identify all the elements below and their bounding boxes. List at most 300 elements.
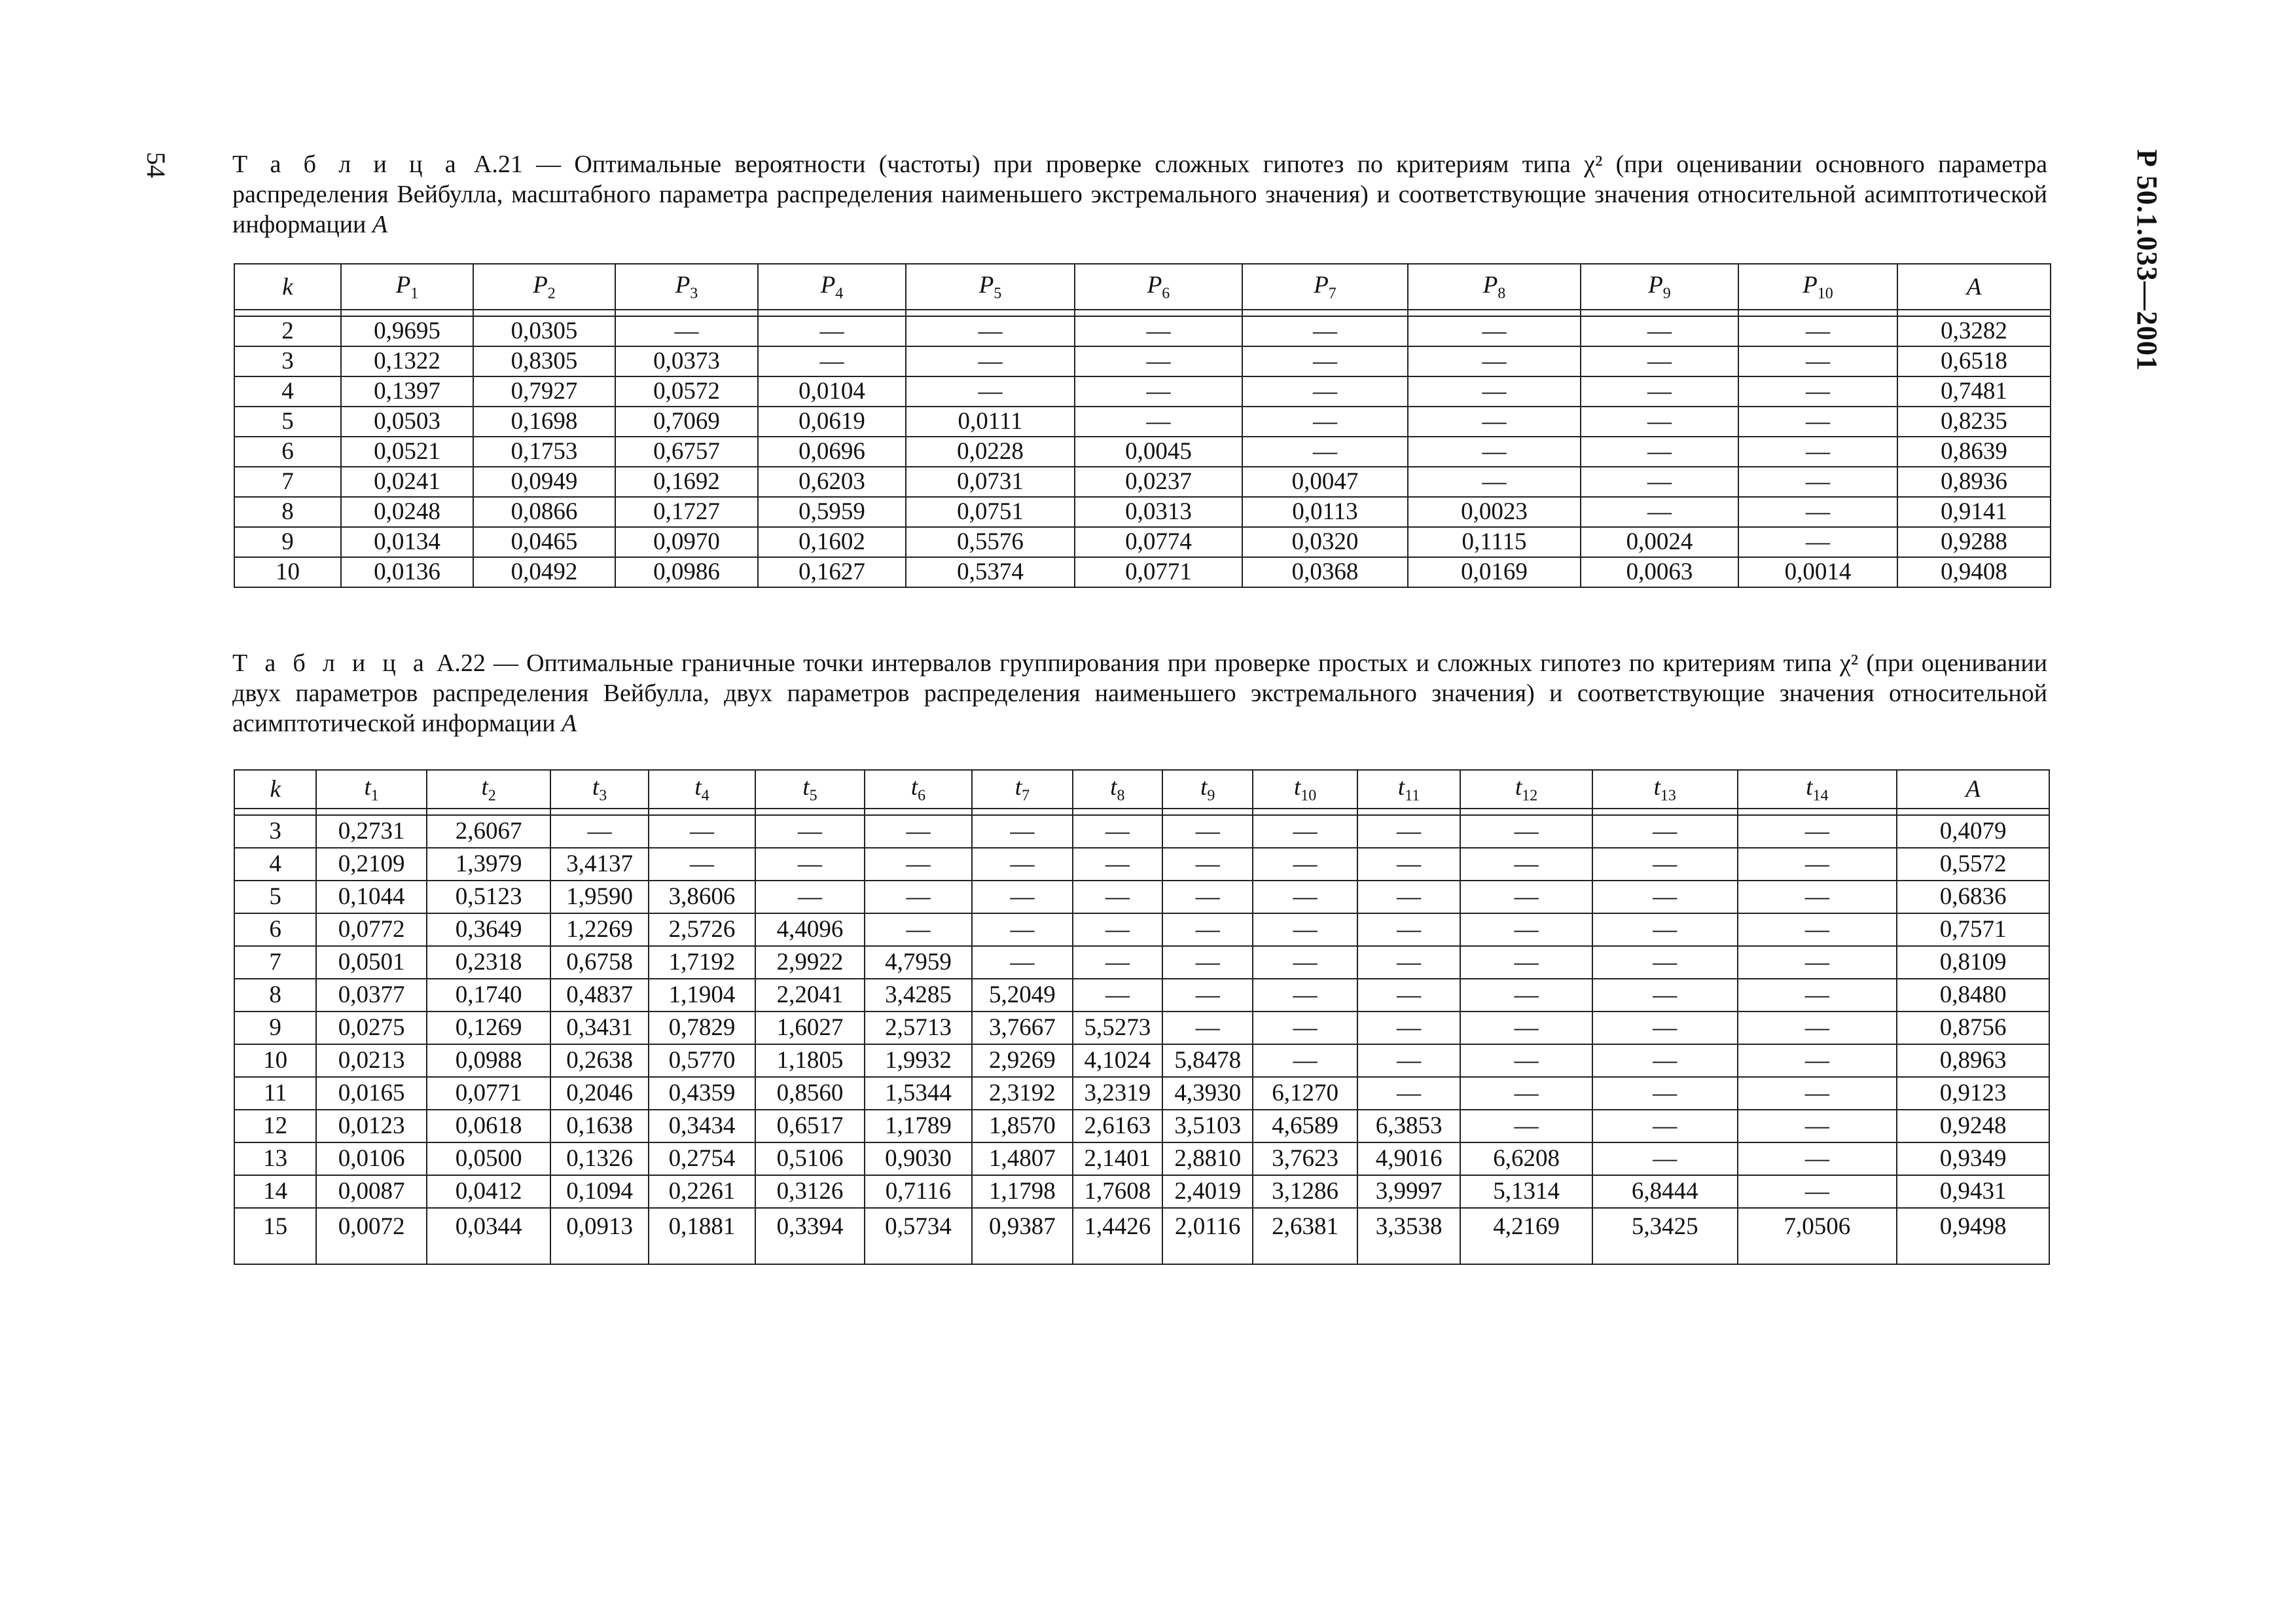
table-cell: — — [1738, 881, 1897, 913]
table-cell: — — [1075, 316, 1242, 346]
table-cell: — — [1738, 1142, 1897, 1175]
table-cell: 2,3192 — [972, 1077, 1072, 1110]
table-cell: 12 — [234, 1110, 316, 1142]
table-cell: 0,5959 — [758, 497, 906, 527]
table-cell: 0,9248 — [1897, 1110, 2049, 1142]
table-row — [234, 527, 2051, 557]
table-cell: 0,0696 — [758, 437, 906, 467]
table-a21-caption — [232, 149, 2047, 240]
separator-cell — [1075, 310, 1242, 316]
table-cell: 0,0771 — [427, 1077, 551, 1110]
table-cell: 0,9288 — [1897, 527, 2051, 557]
table-cell: 1,6027 — [755, 1012, 864, 1044]
column-header: $t_8$ — [1073, 770, 1162, 809]
table-cell: — — [865, 881, 972, 913]
caption-text: А.21 — Оптимальные вероятности (частоты) при проверке сложных гипотез по критериям типа χ² (при оценивании основного параметра распределения Вейбулла, масштабного параметра распределения наименьшего экстремального значения) и соответствующие значения относительной асимптотической информации — [232, 151, 2047, 238]
table-cell: — — [865, 848, 972, 881]
table-cell: — — [1253, 815, 1357, 848]
table-cell: 0,3431 — [550, 1012, 648, 1044]
table-cell: 6 — [234, 437, 341, 467]
table-cell: — — [1357, 848, 1460, 881]
table-cell: 4,3930 — [1162, 1077, 1253, 1110]
table-cell: 1,7192 — [649, 946, 755, 979]
table-cell: — — [755, 848, 864, 881]
column-header: A — [1897, 770, 2049, 809]
separator-cell — [1897, 809, 2049, 815]
table-cell: — — [1253, 1044, 1357, 1077]
table-cell: — — [1738, 497, 1897, 527]
table-cell: 4 — [234, 848, 316, 881]
table-cell: 10 — [234, 1044, 316, 1077]
table-cell: 2,8810 — [1162, 1142, 1253, 1175]
table-cell: — — [1592, 848, 1738, 881]
table-cell: 2,9269 — [972, 1044, 1072, 1077]
table-row — [234, 1044, 2049, 1077]
table-cell: — — [1460, 815, 1592, 848]
table-cell: 1,1904 — [649, 979, 755, 1012]
table-cell: 0,0377 — [316, 979, 426, 1012]
table-cell: 0,0047 — [1242, 467, 1408, 497]
table-cell: 0,0320 — [1242, 527, 1408, 557]
table-cell: 3,8606 — [649, 881, 755, 913]
column-header: $P_2$ — [473, 264, 615, 310]
column-header: $P_5$ — [906, 264, 1075, 310]
caption-variable: A — [372, 211, 388, 238]
table-cell: 1,8570 — [972, 1110, 1072, 1142]
table-cell: 0,0313 — [1075, 497, 1242, 527]
separator-cell — [1408, 310, 1581, 316]
table-cell: 0,6518 — [1897, 346, 2051, 376]
column-header: $P_{10}$ — [1738, 264, 1897, 310]
table-row — [234, 1012, 2049, 1044]
table-cell: 5,5273 — [1073, 1012, 1162, 1044]
table-cell: 5 — [234, 407, 341, 437]
table-cell: 0,8480 — [1897, 979, 2049, 1012]
table-cell: — — [1073, 815, 1162, 848]
table-cell: 3,4137 — [550, 848, 648, 881]
table-cell: 0,2754 — [649, 1142, 755, 1175]
table-row — [234, 815, 2049, 848]
table-cell: 0,4079 — [1897, 815, 2049, 848]
table-cell: 4,2169 — [1460, 1208, 1592, 1264]
column-header: $t_{11}$ — [1357, 770, 1460, 809]
table-cell: — — [1242, 407, 1408, 437]
separator-cell — [649, 809, 755, 815]
table-cell: — — [1357, 881, 1460, 913]
separator-cell — [427, 809, 551, 815]
table-cell: 6,1270 — [1253, 1077, 1357, 1110]
table-cell: 1,1805 — [755, 1044, 864, 1077]
table-cell: 0,0988 — [427, 1044, 551, 1077]
table-cell: 0,9431 — [1897, 1175, 2049, 1208]
table-cell: — — [1408, 437, 1581, 467]
column-header: $t_4$ — [649, 770, 755, 809]
table-cell: 0,4359 — [649, 1077, 755, 1110]
table-cell: 0,2109 — [316, 848, 426, 881]
column-header: $P_1$ — [341, 264, 473, 310]
table-cell: — — [1408, 407, 1581, 437]
table-cell: — — [1408, 346, 1581, 376]
column-header: $t_{10}$ — [1253, 770, 1357, 809]
table-cell: 0,6757 — [615, 437, 758, 467]
separator-cell — [615, 310, 758, 316]
table-cell: 0,1698 — [473, 407, 615, 437]
table-cell: — — [1357, 979, 1460, 1012]
table-cell: 0,1881 — [649, 1208, 755, 1264]
table-cell: 0,5572 — [1897, 848, 2049, 881]
table-cell: 0,0063 — [1581, 557, 1738, 587]
table-cell: — — [1581, 497, 1738, 527]
table-cell: 0,0771 — [1075, 557, 1242, 587]
table-cell: — — [1408, 376, 1581, 407]
table-cell: 0,0123 — [316, 1110, 426, 1142]
table-cell: — — [755, 881, 864, 913]
table-cell: 0,9123 — [1897, 1077, 2049, 1110]
table-cell: 0,5374 — [906, 557, 1075, 587]
column-header: $P_8$ — [1408, 264, 1581, 310]
separator-cell — [1073, 809, 1162, 815]
table-cell: 0,3282 — [1897, 316, 2051, 346]
column-header: $t_3$ — [550, 770, 648, 809]
table-row — [234, 346, 2051, 376]
table-cell: 3,3538 — [1357, 1208, 1460, 1264]
table-cell: 1,7608 — [1073, 1175, 1162, 1208]
table-cell: — — [1357, 815, 1460, 848]
table-cell: 0,0572 — [615, 376, 758, 407]
table-cell: — — [1242, 437, 1408, 467]
table-cell: 0,8235 — [1897, 407, 2051, 437]
table-cell: 0,0113 — [1242, 497, 1408, 527]
separator-cell — [1738, 809, 1897, 815]
table-cell: 0,7927 — [473, 376, 615, 407]
table-cell: — — [1460, 1044, 1592, 1077]
separator-cell — [1738, 310, 1897, 316]
separator-cell — [972, 809, 1072, 815]
column-header: $P_3$ — [615, 264, 758, 310]
table-cell: 0,1638 — [550, 1110, 648, 1142]
table-cell: — — [1592, 979, 1738, 1012]
table-cell: — — [1460, 979, 1592, 1012]
table-cell: 0,1094 — [550, 1175, 648, 1208]
table-cell: — — [1253, 848, 1357, 881]
table-cell: — — [1460, 1077, 1592, 1110]
table-cell: — — [1592, 1077, 1738, 1110]
column-header: $t_{13}$ — [1592, 770, 1738, 809]
column-header: $P_7$ — [1242, 264, 1408, 310]
table-cell: 0,9387 — [972, 1208, 1072, 1264]
separator-cell — [1253, 809, 1357, 815]
table-cell: 5,8478 — [1162, 1044, 1253, 1077]
table-cell: 0,0970 — [615, 527, 758, 557]
table-cell: 0,0751 — [906, 497, 1075, 527]
table-cell: 0,1627 — [758, 557, 906, 587]
table-a22 — [234, 769, 2050, 1265]
table-cell: 0,6758 — [550, 946, 648, 979]
table-cell: — — [1460, 1110, 1592, 1142]
table-cell: 0,0986 — [615, 557, 758, 587]
table-cell: — — [758, 316, 906, 346]
table-cell: 7,0506 — [1738, 1208, 1897, 1264]
table-cell: — — [1738, 437, 1897, 467]
table-cell: 0,1692 — [615, 467, 758, 497]
table-cell: 0,5123 — [427, 881, 551, 913]
table-cell: 2,1401 — [1073, 1142, 1162, 1175]
table-cell: 0,9408 — [1897, 557, 2051, 587]
column-header: $t_2$ — [427, 770, 551, 809]
table-cell: — — [1253, 1012, 1357, 1044]
table-cell: — — [1592, 946, 1738, 979]
table-cell: — — [1738, 407, 1897, 437]
table-cell: — — [1460, 1012, 1592, 1044]
table-cell: 0,0866 — [473, 497, 615, 527]
table-cell: 0,8936 — [1897, 467, 2051, 497]
table-cell: 0,5106 — [755, 1142, 864, 1175]
table-cell: 0,8963 — [1897, 1044, 2049, 1077]
separator-cell — [550, 809, 648, 815]
table-cell: — — [972, 946, 1072, 979]
table-cell: 5 — [234, 881, 316, 913]
table-cell: 0,0228 — [906, 437, 1075, 467]
table-cell: 1,2269 — [550, 913, 648, 946]
table-row — [234, 316, 2051, 346]
table-row — [234, 557, 2051, 587]
table-cell: — — [1073, 881, 1162, 913]
table-cell: 0,0501 — [316, 946, 426, 979]
table-cell: 0,0305 — [473, 316, 615, 346]
table-cell: 0,4837 — [550, 979, 648, 1012]
table-cell: 1,1789 — [865, 1110, 972, 1142]
table-cell: 0,0465 — [473, 527, 615, 557]
table-cell: — — [1075, 346, 1242, 376]
column-header: $t_{12}$ — [1460, 770, 1592, 809]
separator-cell — [865, 809, 972, 815]
table-cell: 10 — [234, 557, 341, 587]
caption-label: Т а б л и ц а — [232, 649, 429, 677]
table-cell: — — [1738, 1110, 1897, 1142]
table-cell: 1,9590 — [550, 881, 648, 913]
table-cell: 0,0521 — [341, 437, 473, 467]
table-cell: 8 — [234, 497, 341, 527]
table-cell: 0,0619 — [758, 407, 906, 437]
table-cell: 6,8444 — [1592, 1175, 1738, 1208]
table-cell: 0,9349 — [1897, 1142, 2049, 1175]
table-cell: 0,0618 — [427, 1110, 551, 1142]
table-cell: — — [1738, 527, 1897, 557]
table-cell: — — [1075, 376, 1242, 407]
column-header: $t_7$ — [972, 770, 1072, 809]
table-cell: 0,0106 — [316, 1142, 426, 1175]
table-cell: 0,0165 — [316, 1077, 426, 1110]
table-cell: — — [1162, 1012, 1253, 1044]
table-cell: 0,0169 — [1408, 557, 1581, 587]
table-cell: — — [1357, 1012, 1460, 1044]
table-cell: — — [972, 815, 1072, 848]
table-row — [234, 1110, 2049, 1142]
separator-cell — [234, 809, 316, 815]
table-cell: 7 — [234, 946, 316, 979]
table-cell: 0,1753 — [473, 437, 615, 467]
table-row — [234, 1142, 2049, 1175]
table-cell: — — [1581, 316, 1738, 346]
table-cell: 3,7623 — [1253, 1142, 1357, 1175]
table-cell: — — [615, 316, 758, 346]
separator-cell — [234, 310, 341, 316]
separator-cell — [755, 809, 864, 815]
table-cell: 6,6208 — [1460, 1142, 1592, 1175]
table-cell: 0,1602 — [758, 527, 906, 557]
table-cell: 0,1322 — [341, 346, 473, 376]
table-cell: 6,3853 — [1357, 1110, 1460, 1142]
separator-cell — [1357, 809, 1460, 815]
table-cell: — — [1738, 1012, 1897, 1044]
table-cell: 0,3394 — [755, 1208, 864, 1264]
table-cell: — — [1581, 346, 1738, 376]
table-cell: 0,8305 — [473, 346, 615, 376]
table-cell: 0,0023 — [1408, 497, 1581, 527]
column-header: k — [234, 264, 341, 310]
table-cell: 0,0492 — [473, 557, 615, 587]
table-cell: 0,9695 — [341, 316, 473, 346]
column-header: k — [234, 770, 316, 809]
table-cell: — — [972, 913, 1072, 946]
table-cell: — — [865, 913, 972, 946]
table-cell: 4,9016 — [1357, 1142, 1460, 1175]
table-cell: — — [1738, 467, 1897, 497]
table-cell: 0,0500 — [427, 1142, 551, 1175]
table-cell: — — [649, 815, 755, 848]
separator-cell — [1897, 310, 2051, 316]
table-cell: 0,0104 — [758, 376, 906, 407]
table-cell: 0,9498 — [1897, 1208, 2049, 1264]
table-cell: — — [1357, 946, 1460, 979]
table-cell: 0,0237 — [1075, 467, 1242, 497]
table-cell: — — [1592, 913, 1738, 946]
separator-cell — [1581, 310, 1738, 316]
table-cell: 2,0116 — [1162, 1208, 1253, 1264]
table-row — [234, 1208, 2049, 1264]
table-cell: 0,0111 — [906, 407, 1075, 437]
table-cell: — — [649, 848, 755, 881]
table-cell: — — [1738, 1175, 1897, 1208]
table-cell: 0,8639 — [1897, 437, 2051, 467]
table-cell: 0,0275 — [316, 1012, 426, 1044]
separator-cell — [758, 310, 906, 316]
header-separator — [234, 809, 2049, 815]
table-cell: — — [1408, 467, 1581, 497]
header-row — [234, 770, 2049, 809]
table-cell: — — [1581, 437, 1738, 467]
table-cell: 0,0913 — [550, 1208, 648, 1264]
table-cell: 0,0731 — [906, 467, 1075, 497]
table-cell: 3 — [234, 815, 316, 848]
table-cell: 0,6517 — [755, 1110, 864, 1142]
table-cell: 1,3979 — [427, 848, 551, 881]
table-cell: 2,4019 — [1162, 1175, 1253, 1208]
table-cell: — — [1242, 376, 1408, 407]
table-cell: 5,3425 — [1592, 1208, 1738, 1264]
table-cell: 0,0368 — [1242, 557, 1408, 587]
table-cell: — — [1162, 913, 1253, 946]
table-cell: 0,7069 — [615, 407, 758, 437]
table-cell: 0,0213 — [316, 1044, 426, 1077]
table-row — [234, 913, 2049, 946]
table-row — [234, 946, 2049, 979]
table-row — [234, 407, 2051, 437]
table-cell: 0,1740 — [427, 979, 551, 1012]
table-cell: — — [1581, 376, 1738, 407]
table-a22-caption — [232, 648, 2047, 739]
table-cell: — — [1253, 946, 1357, 979]
table-cell: — — [1738, 815, 1897, 848]
table-cell: — — [906, 346, 1075, 376]
header-row — [234, 264, 2051, 310]
table-cell: 4 — [234, 376, 341, 407]
table-cell: — — [1592, 881, 1738, 913]
table-cell: 0,0373 — [615, 346, 758, 376]
table-cell: 0,8560 — [755, 1077, 864, 1110]
table-cell: 0,5734 — [865, 1208, 972, 1264]
table-cell: — — [1738, 1077, 1897, 1110]
table-cell: 2 — [234, 316, 341, 346]
table-cell: 0,8109 — [1897, 946, 2049, 979]
table-cell: 0,0072 — [316, 1208, 426, 1264]
table-row — [234, 376, 2051, 407]
table-cell: 4,1024 — [1073, 1044, 1162, 1077]
table-cell: 0,0503 — [341, 407, 473, 437]
table-cell: 3,1286 — [1253, 1175, 1357, 1208]
table-cell: — — [972, 881, 1072, 913]
table-cell: 0,6836 — [1897, 881, 2049, 913]
table-cell: — — [1073, 848, 1162, 881]
table-cell: — — [1592, 815, 1738, 848]
table-cell: 1,1798 — [972, 1175, 1072, 1208]
caption-variable: A — [562, 710, 577, 737]
table-cell: — — [1253, 881, 1357, 913]
table-cell: 5,1314 — [1460, 1175, 1592, 1208]
table-cell: — — [1738, 848, 1897, 881]
table-cell: — — [1073, 913, 1162, 946]
table-cell: 14 — [234, 1175, 316, 1208]
table-cell: — — [1162, 946, 1253, 979]
table-cell: 0,1326 — [550, 1142, 648, 1175]
column-header: $t_5$ — [755, 770, 864, 809]
table-cell: — — [1738, 979, 1897, 1012]
table-cell: — — [1408, 316, 1581, 346]
table-cell: — — [1738, 946, 1897, 979]
table-cell: — — [1075, 407, 1242, 437]
separator-cell — [316, 809, 426, 815]
table-cell: — — [906, 376, 1075, 407]
table-cell: — — [1357, 913, 1460, 946]
table-cell: 4,4096 — [755, 913, 864, 946]
table-cell: — — [1162, 848, 1253, 881]
table-cell: 0,5770 — [649, 1044, 755, 1077]
table-cell: 0,2318 — [427, 946, 551, 979]
column-header: $t_{14}$ — [1738, 770, 1897, 809]
table-cell: — — [1242, 346, 1408, 376]
table-row — [234, 1175, 2049, 1208]
separator-cell — [1460, 809, 1592, 815]
table-cell: 6 — [234, 913, 316, 946]
table-cell: 0,2638 — [550, 1044, 648, 1077]
table-cell: — — [1592, 1012, 1738, 1044]
separator-cell — [1592, 809, 1738, 815]
table-cell: 0,0949 — [473, 467, 615, 497]
table-cell: 0,0014 — [1738, 557, 1897, 587]
table-cell: 3 — [234, 346, 341, 376]
table-cell: 0,0045 — [1075, 437, 1242, 467]
table-row — [234, 881, 2049, 913]
